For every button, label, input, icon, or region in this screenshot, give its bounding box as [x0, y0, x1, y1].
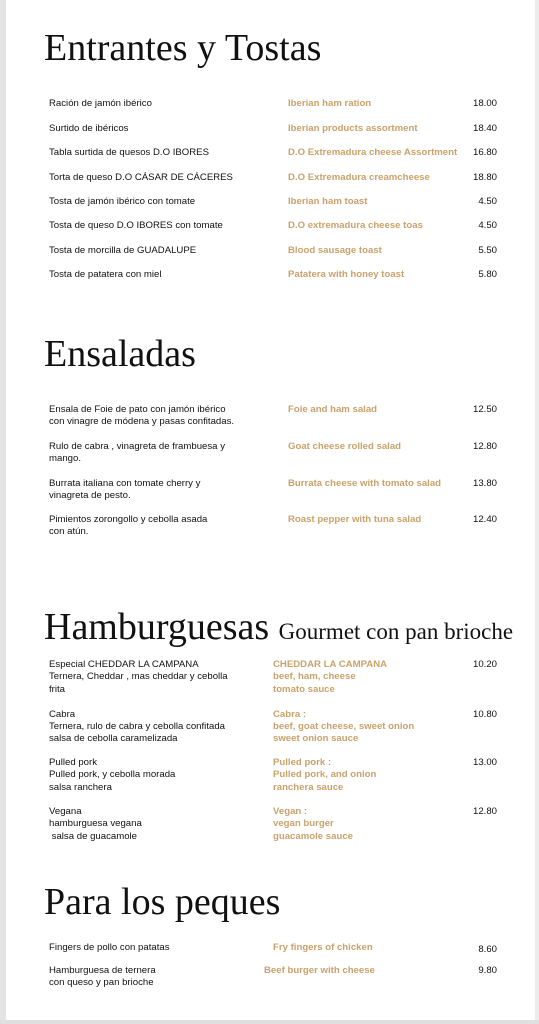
- bottom-border: [0, 1020, 539, 1024]
- item-price: 10.20: [472, 659, 497, 670]
- item-price: 16.80: [472, 147, 497, 158]
- item-name-es-line1: Ensala de Foie de pato con jamón ibérico: [49, 404, 226, 415]
- item-name-en: D.O Extremadura creamcheese: [288, 171, 430, 183]
- item-name-en-line1: Vegan :: [273, 806, 308, 817]
- item-name-es: Tosta de jamón ibérico con tomate: [49, 196, 196, 207]
- item-name-es: Tosta de queso D.O IBORES con tomate: [49, 220, 223, 231]
- item-name-en-line1: CHEDDAR LA CAMPANA: [273, 659, 388, 670]
- item-name-es: Tabla surtida de quesos D.O IBORES: [49, 147, 209, 158]
- item-name-es-line1: Vegana: [49, 806, 82, 817]
- item-name-es-line2: Ternera, rulo de cabra y cebolla confitada: [49, 720, 225, 732]
- item-name-en: Goat cheese rolled salad: [288, 441, 402, 452]
- item-price: 13.00: [472, 757, 497, 768]
- item-name-es-line2: con vinagre de módena y pasas confitadas.: [49, 416, 235, 428]
- item-name-en-line1: Pulled pork :: [273, 757, 332, 768]
- right-border: [535, 0, 539, 1024]
- item-price: 12.40: [472, 514, 497, 525]
- item-name-en-line2: vegan burger: [273, 818, 334, 830]
- item-name-en: D.O extremadura cheese toas: [288, 220, 423, 231]
- item-name-es-line2: hamburguesa vegana: [49, 818, 142, 830]
- item-name-es-line2: con queso y pan brioche: [49, 977, 154, 989]
- item-price: 12.80: [472, 806, 497, 817]
- item-name-en-line2: beef, goat cheese, sweet onion: [273, 720, 415, 732]
- item-name-es: Tosta de morcilla de GUADALUPE: [49, 244, 197, 256]
- item-name-es-line1: Rulo de cabra , vinagreta de frambuesa y: [49, 441, 225, 452]
- item-name-en: Blood sausage toast: [288, 244, 382, 256]
- item-name-es: Ración de jamón ibérico: [49, 98, 152, 109]
- item-name-en: Patatera with honey toast: [288, 269, 405, 280]
- item-name-es-line2: vinagreta de pesto.: [49, 489, 131, 501]
- item-name-en: Roast pepper with tuna salad: [288, 514, 422, 525]
- item-name-en: Beef burger with cheese: [264, 965, 375, 976]
- item-name-en-line3: ranchera sauce: [273, 781, 344, 793]
- section-title-peques: Para los peques: [44, 881, 281, 923]
- item-price: 12.50: [472, 404, 497, 415]
- item-price: 12.80: [472, 441, 497, 452]
- item-name-en: Fry fingers of chicken: [273, 942, 373, 953]
- item-name-es-line1: Especial CHEDDAR LA CAMPANA: [49, 659, 199, 670]
- item-price: 8.60: [478, 944, 497, 955]
- section-title-ensaladas: Ensaladas: [44, 333, 196, 375]
- item-name-es: Torta de queso D.O CÁSAR DE CÁCERES: [49, 171, 233, 183]
- item-name-es-line3: salsa de guacamole: [49, 830, 137, 842]
- item-name-es: Surtido de ibéricos: [49, 122, 129, 134]
- item-name-es-line3: salsa de cebolla caramelizada: [49, 733, 178, 745]
- item-name-es: Fingers de pollo con patatas: [49, 942, 170, 953]
- item-name-en-line3: tomato sauce: [273, 683, 335, 695]
- item-name-es-line2: Pulled pork, y cebolla morada: [49, 769, 176, 781]
- item-name-es-line2: con atún.: [49, 526, 89, 538]
- item-name-es-line2: Ternera, Cheddar , mas cheddar y cebolla: [49, 671, 228, 683]
- item-name-en: Foie and ham salad: [288, 404, 378, 415]
- item-name-es-line1: Burrata italiana con tomate cherry y: [49, 477, 201, 489]
- item-price: 10.80: [472, 708, 497, 720]
- item-name-es-line3: frita: [49, 683, 65, 695]
- item-name-es-line2: mango.: [49, 453, 81, 465]
- item-name-en-line3: sweet onion sauce: [273, 733, 359, 745]
- item-price: 4.50: [478, 220, 497, 231]
- item-name-es-line1: Pimientos zorongollo y cebolla asada: [49, 514, 208, 525]
- item-price: 18.00: [472, 98, 497, 109]
- item-name-en-line2: Pulled pork, and onion: [273, 769, 377, 781]
- item-name-es-line1: Hamburguesa de ternera: [49, 965, 156, 976]
- item-name-en: Iberian products assortment: [288, 122, 418, 134]
- item-name-es-line1: Cabra: [49, 708, 76, 720]
- item-price: 4.50: [478, 196, 497, 207]
- item-price: 5.80: [478, 269, 497, 280]
- section-title-entrantes: Entrantes y Tostas: [44, 27, 322, 69]
- item-name-en-line1: Cabra :: [273, 708, 307, 720]
- item-name-es-line1: Pulled pork: [49, 757, 97, 768]
- item-name-en-line2: beef, ham, cheese: [273, 671, 356, 683]
- item-name-en: Burrata cheese with tomato salad: [288, 477, 442, 489]
- section-subtitle: Gourmet con pan brioche: [278, 619, 514, 644]
- left-border: [0, 0, 6, 1024]
- item-price: 18.40: [472, 122, 497, 134]
- section-title-text: Hamburguesas: [44, 606, 270, 648]
- item-name-es-line3: salsa ranchera: [49, 781, 112, 793]
- item-name-en: D.O Extremadura cheese Assortment: [288, 147, 458, 158]
- item-name-en: Iberian ham ration: [288, 98, 372, 109]
- item-price: 18.80: [472, 171, 497, 183]
- item-name-es: Tosta de patatera con miel: [49, 269, 162, 280]
- item-price: 13.80: [472, 477, 497, 489]
- item-name-en-line3: guacamole sauce: [273, 830, 353, 842]
- item-price: 5.50: [478, 244, 497, 256]
- item-price: 9.80: [478, 965, 497, 976]
- section-title-hamburguesas: [44, 607, 513, 652]
- item-name-en: Iberian ham toast: [288, 196, 368, 207]
